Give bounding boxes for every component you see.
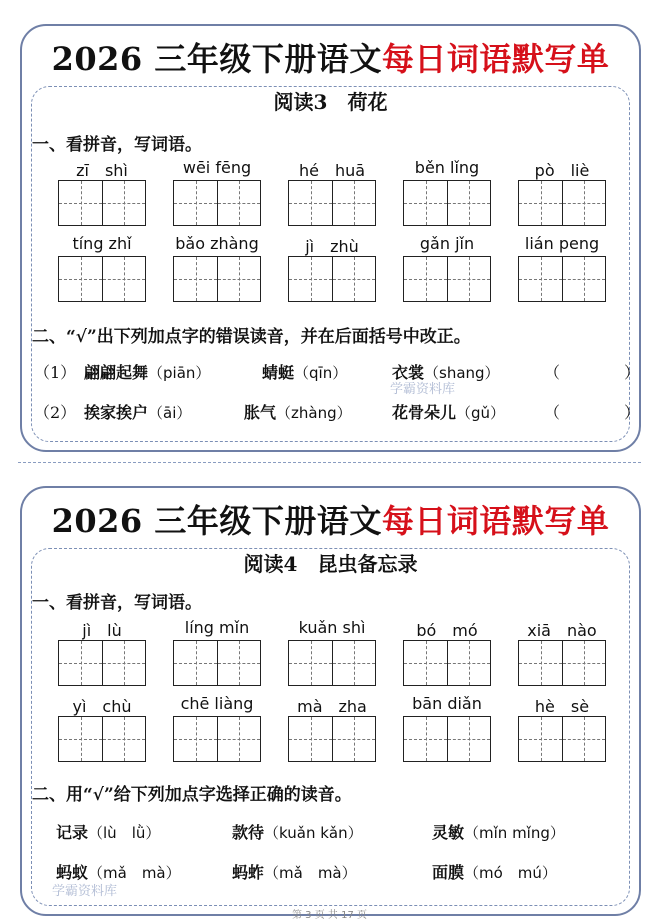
writing-grid[interactable] (288, 716, 376, 762)
pinyin-label: pò liè (534, 161, 590, 180)
pinyin-label: lián peng (524, 234, 600, 253)
writing-grid[interactable] (403, 716, 491, 762)
correction-item: 胀气（zhàng） (244, 403, 352, 422)
writing-grid[interactable] (403, 180, 491, 226)
choice-item: 面膜（mó mú） (432, 863, 557, 882)
pinyin-label: gǎn jǐn (419, 234, 475, 253)
correction-item: 衣裳（shang） (392, 363, 500, 382)
page-separator (18, 462, 641, 463)
writing-grid[interactable] (58, 716, 146, 762)
section-heading-pinyin: 一、看拼音，写词语。 (32, 593, 202, 613)
worksheet-title (22, 496, 639, 542)
watermark: 学霸资料库 (390, 382, 456, 397)
question-number: （2） (34, 403, 77, 422)
pinyin-label: bó mó (416, 621, 478, 640)
pinyin-label: xiā nào (527, 621, 597, 640)
pinyin-label: jì lù (82, 621, 122, 640)
writing-grid[interactable] (518, 716, 606, 762)
section-heading-pinyin: 一、看拼音，写词语。 (32, 135, 202, 155)
writing-grid[interactable] (173, 180, 261, 226)
worksheet-title (22, 34, 639, 80)
pinyin-label: chē liàng (180, 694, 254, 713)
choice-item: 灵敏（mǐn mǐng） (432, 823, 565, 842)
writing-grid[interactable] (58, 180, 146, 226)
section-heading-choice: 二、用“√”给下列加点字选择正确的读音。 (32, 785, 352, 805)
writing-grid[interactable] (288, 640, 376, 686)
title-grade-text: 2026 三年级下册语文 (51, 502, 382, 540)
pinyin-label: běn lǐng (414, 158, 480, 177)
pinyin-label: mà zha (297, 697, 367, 716)
lesson-subtitle: 阅读4 昆虫备忘录 (243, 552, 418, 576)
writing-grid[interactable] (403, 256, 491, 302)
writing-grid[interactable] (173, 640, 261, 686)
writing-grid[interactable] (518, 180, 606, 226)
choice-item: 蚂蚱（mǎ mà） (232, 863, 357, 882)
choice-item: 记录（lù lǜ） (56, 823, 161, 842)
writing-grid[interactable] (403, 640, 491, 686)
page-footer: 第 3 页 共 17 页 (292, 910, 367, 921)
writing-grid[interactable] (288, 256, 376, 302)
answer-blank[interactable]: （ ） (544, 363, 641, 382)
writing-grid[interactable] (173, 256, 261, 302)
watermark: 学霸资料库 (52, 884, 118, 899)
choice-item: 款待（kuǎn kǎn） (232, 823, 363, 842)
writing-grid[interactable] (518, 640, 606, 686)
worksheet-card-reading-3 (20, 24, 641, 452)
pinyin-label: zī shì (76, 161, 128, 180)
choice-item: 蚂蚁（mǎ mà） (56, 863, 181, 882)
pinyin-label: hè sè (534, 697, 590, 716)
correction-item: 翩翩起舞（piān） (84, 363, 211, 382)
writing-grid[interactable] (58, 256, 146, 302)
title-red-text: 每日词语默写单 (381, 40, 610, 78)
pinyin-label: bān diǎn (412, 694, 482, 713)
pinyin-label: líng mǐn (184, 618, 250, 637)
title-grade-text: 2026 三年级下册语文 (51, 40, 382, 78)
section-heading-correction: 二、“√”出下列加点字的错误读音，并在后面括号中改正。 (32, 327, 471, 347)
correction-item: 蜻蜓（qīn） (262, 363, 348, 382)
pinyin-label: wēi fēng (182, 158, 252, 177)
pinyin-label: bǎo zhàng (175, 234, 259, 253)
correction-item: 挨家挨户（āi） (84, 403, 192, 422)
lesson-subtitle: 阅读3 荷花 (273, 90, 388, 114)
correction-item: 花骨朵儿（gǔ） (392, 403, 506, 422)
worksheet-card-reading-4 (20, 486, 641, 916)
question-number: （1） (34, 363, 77, 382)
pinyin-label: tíng zhǐ (72, 234, 132, 253)
pinyin-label: jì zhù (305, 237, 359, 256)
pinyin-label: yì chù (72, 697, 132, 716)
writing-grid[interactable] (173, 716, 261, 762)
pinyin-label: kuǎn shì (298, 618, 366, 637)
answer-blank[interactable]: （ ） (544, 403, 641, 422)
writing-grid[interactable] (288, 180, 376, 226)
pinyin-label: hé huā (298, 161, 366, 180)
title-red-text: 每日词语默写单 (381, 502, 610, 540)
writing-grid[interactable] (518, 256, 606, 302)
writing-grid[interactable] (58, 640, 146, 686)
